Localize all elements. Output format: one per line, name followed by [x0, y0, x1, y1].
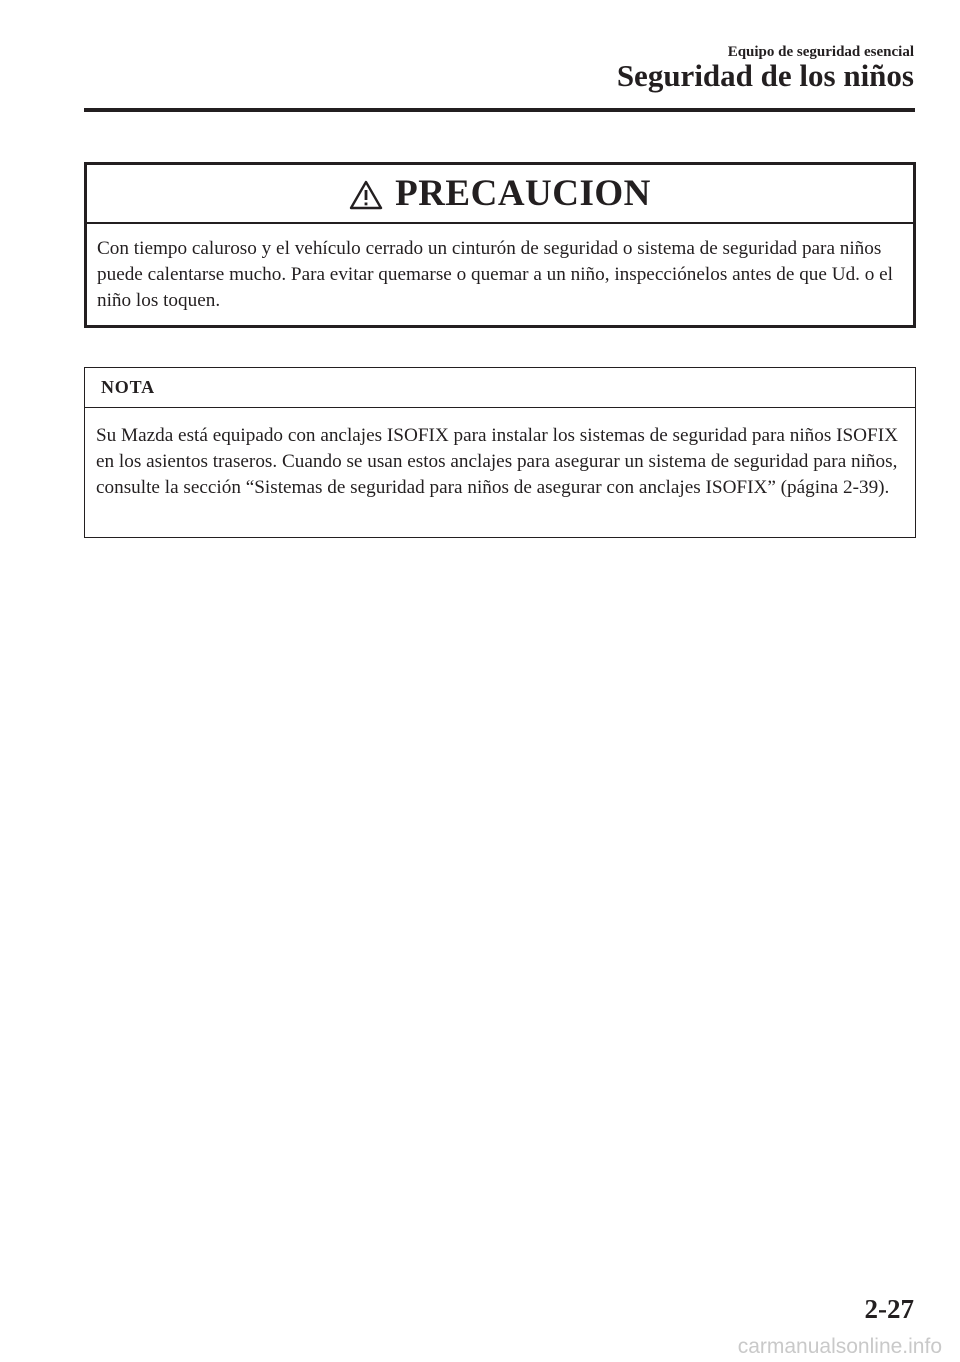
note-header — [85, 368, 915, 408]
note-text: Su Mazda está equipado con anclajes ISOFIX para instalar los sistemas de seguridad para niños ISOFIX en los asientos traseros. Cuando se usan estos anclajes para asegurar un sistema de seguridad para niños, consulte la sección “Sistemas de seguridad para niños de asegurar con anclajes ISOFIX” (página 2-39). — [96, 425, 898, 498]
chapter-title: Seguridad de los niños — [616, 58, 914, 93]
warning-triangle-icon — [349, 180, 383, 210]
note-title: NOTA — [101, 377, 155, 397]
caution-text: Con tiempo caluroso y el vehículo cerrado un cinturón de seguridad o sistema de seguridad para niños puede calentarse mucho. Para evitar quemarse o quemar a un niño, inspecciónelos antes de que Ud. o el niño los toquen. — [97, 238, 893, 311]
caution-box — [84, 162, 916, 328]
page-number: 2-27 — [864, 1294, 914, 1324]
section-title: Equipo de seguridad esencial — [727, 44, 914, 60]
header-divider — [84, 108, 915, 112]
caution-title: PRECAUCION — [395, 173, 651, 214]
note-box — [84, 367, 916, 538]
caution-header — [87, 165, 913, 224]
watermark: carmanualsonline.info — [737, 1335, 942, 1358]
